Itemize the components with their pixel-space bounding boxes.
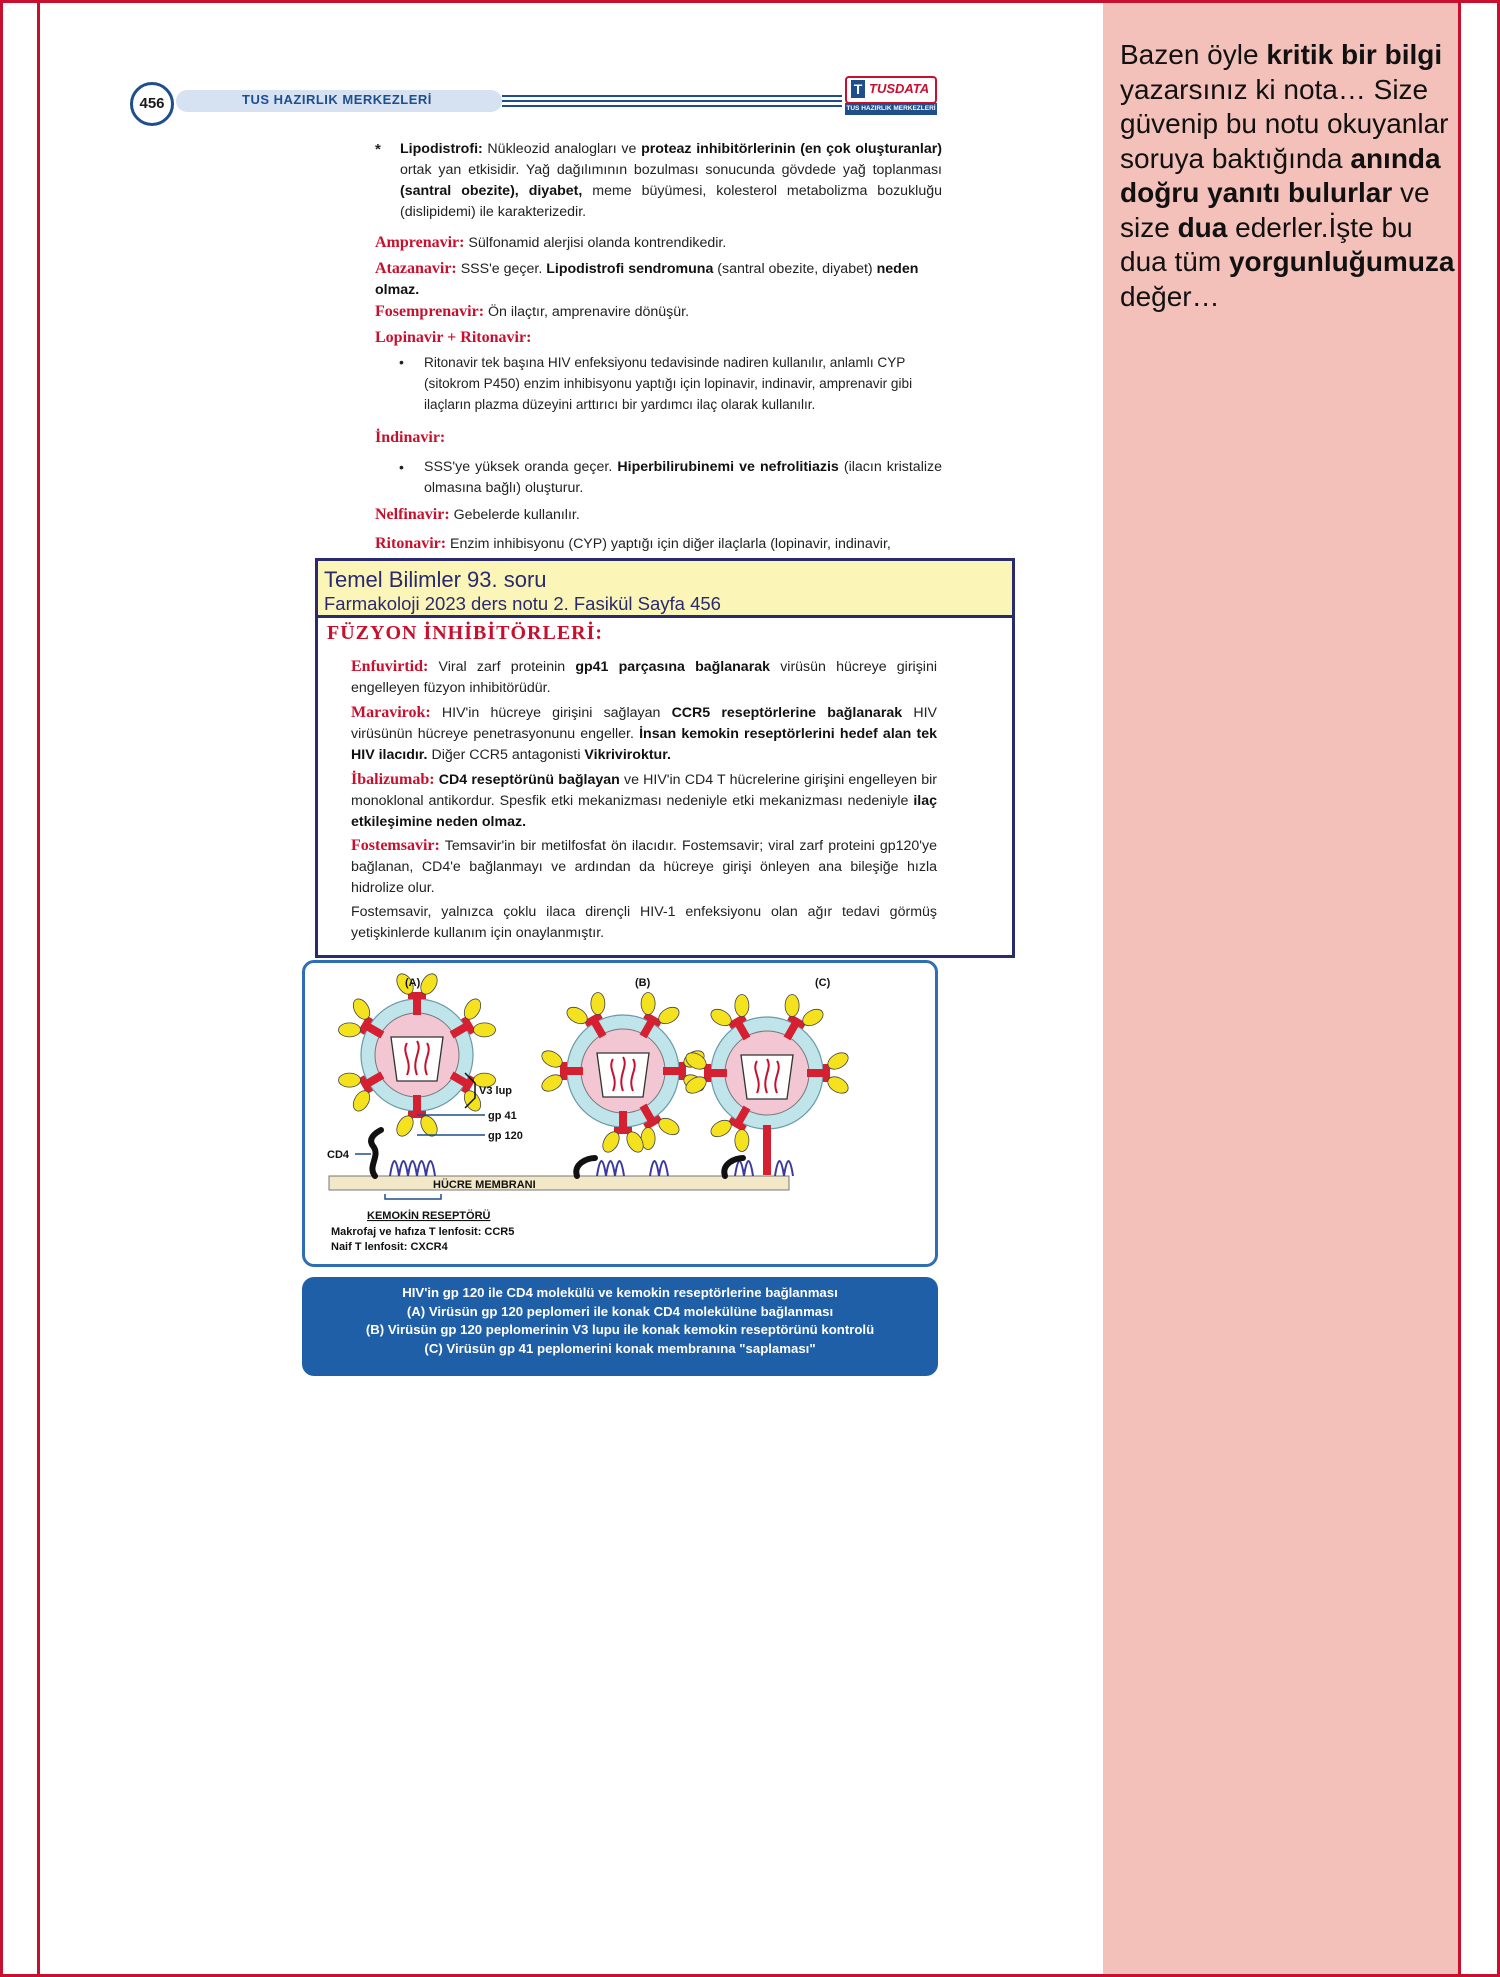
lopinavir-bullet: Ritonavir tek başına HIV enfeksiyonu tedavisinde nadiren kullanılır, anlamlı CYP (sitokrom P450) enzim inhibisyonu yaptığı için lopinavir, indinavir, amprenavir gibi ilaçların plazma düzeyini arttırıcı bir yardımcı ilaç olarak kullanılır. bbox=[424, 355, 913, 412]
text-run: HIV'in hücreye girişini sağlayan bbox=[430, 705, 672, 721]
cd4-molecule bbox=[724, 1158, 743, 1176]
drug-term: İndinavir: bbox=[375, 429, 446, 446]
receptor-title: KEMOKİN RESEPTÖRÜ bbox=[367, 1210, 491, 1222]
gp120-label: gp 120 bbox=[488, 1130, 523, 1142]
text-bold: Vikriviroktur. bbox=[584, 747, 671, 763]
text-run: SSS'e geçer. bbox=[456, 261, 547, 277]
caption-line: HIV'in gp 120 ile CD4 molekülü ve kemokin reseptörlerine bağlanması bbox=[402, 1285, 838, 1300]
text-bold: İnsan kemokin reseptörlerini hedef alan tek HIV ilacıdır. bbox=[351, 726, 937, 763]
text-run: (santral obezite, diyabet) bbox=[713, 261, 877, 277]
chemokine-receptor bbox=[597, 1161, 624, 1176]
hiv-fusion-illustration bbox=[305, 963, 935, 1264]
text-run: Enzim inhibisyonu (CYP) yaptığı için diğer ilaçlarla (lopinavir, indinavir, bbox=[446, 536, 891, 552]
lipodistrofi-term: Lipodistrofi: bbox=[400, 141, 483, 157]
enfuvirtid-entry bbox=[351, 656, 937, 699]
gp41-label: gp 41 bbox=[488, 1110, 517, 1122]
reference-source: Farmakoloji 2023 ders notu 2. Fasikül Sayfa 456 bbox=[324, 593, 721, 614]
panel-label-c: (C) bbox=[815, 977, 831, 989]
drug-term: Enfuvirtid: bbox=[351, 658, 429, 675]
note-part-bold: kritik bir bilgi bbox=[1266, 39, 1443, 70]
text-run: ve HIV'in CD4 T hücrelerine girişini engelleyen bir monoklonal antikordur. Spesfik etki mekanizması nedeniyle etki mekanizması nedeniyle bbox=[351, 772, 938, 809]
drug-term: Ritonavir: bbox=[375, 535, 447, 552]
chemokine-receptor bbox=[390, 1161, 435, 1176]
text-bold: (santral obezite), diyabet, bbox=[400, 183, 583, 199]
text-run: virüsün hücreye girişini engelleyen füzyon inhibitörüdür. bbox=[351, 659, 937, 696]
drug-term: Nelfinavir: bbox=[375, 506, 450, 523]
text-run: Ön ilaçtır, amprenavire dönüşür. bbox=[484, 304, 690, 320]
text-run: Temsavir'in bir metilfosfat ön ilacıdır. Fostemsavir; viral zarf proteini gp120'ye bağlanan, CD4'e bağlanmayı ve ardından da hücreye girişi önleyen ana bileşiğe hızla hidrolize olur. bbox=[351, 838, 937, 896]
header-title: TUS HAZIRLIK MERKEZLERİ bbox=[242, 92, 432, 107]
text-run: Diğer CCR5 antagonisti bbox=[427, 747, 585, 763]
logo-frame bbox=[845, 76, 937, 104]
note-part: Bazen öyle bbox=[1120, 39, 1267, 70]
drug-term: Lopinavir + Ritonavir: bbox=[375, 329, 532, 346]
receptor-ccr5: Makrofaj ve hafıza T lenfosit: CCR5 bbox=[331, 1226, 515, 1238]
nelfinavir-entry bbox=[375, 504, 945, 526]
drug-term: Atazanavir: bbox=[375, 260, 457, 277]
indinavir-heading bbox=[375, 427, 445, 449]
reference-box bbox=[315, 558, 1015, 618]
tusdata-logo bbox=[845, 76, 935, 118]
hiv-fusion-figure bbox=[302, 960, 938, 1267]
text-bold: proteaz inhibitörlerinin (en çok oluşturanlar) bbox=[641, 141, 942, 157]
virion-a bbox=[332, 971, 501, 1139]
chemokine-receptor bbox=[775, 1161, 793, 1176]
caption-line: (C) Virüsün gp 41 peplomerini konak membranına "saplaması" bbox=[424, 1340, 816, 1356]
fostemsavir-note: Fostemsavir, yalnızca çoklu ilaca dirençli HIV-1 enfeksiyonu olan ağır tedavi görmüş yetişkinlerde kullanım için onaylanmıştır. bbox=[351, 904, 937, 941]
lipodistrofi-paragraph bbox=[400, 139, 942, 223]
figure-caption bbox=[302, 1277, 938, 1376]
drug-term: Maravirok: bbox=[351, 704, 431, 721]
bullet-star: * bbox=[375, 141, 381, 158]
text-bold: Lipodistrofi sendromuna bbox=[546, 261, 714, 277]
text-bold: neden olmaz. bbox=[375, 261, 919, 298]
text-bold: Hiperbilirubinemi ve nefrolitiazis bbox=[617, 459, 839, 475]
bullet-dot: • bbox=[399, 354, 404, 370]
cd4-molecule bbox=[576, 1158, 595, 1176]
ritonavir-entry bbox=[375, 533, 955, 555]
maravirok-entry bbox=[351, 702, 937, 766]
note-part: yazarsınız ki nota… Size güvenip bu notu okuyanlar soruya baktığında bbox=[1120, 73, 1449, 174]
fusion-title: FÜZYON İNHİBİTÖRLERİ: bbox=[327, 622, 604, 644]
fostemsavir-entry bbox=[351, 835, 937, 899]
fosemprenavir-entry bbox=[375, 301, 945, 323]
page-number: 456 bbox=[130, 82, 174, 126]
caption-line: (A) Virüsün gp 120 peplomeri ile konak CD4 molekülüne bağlanması bbox=[406, 1303, 834, 1319]
text-run: ortak yan etkisidir. Yağ dağılımının bozulması sonucunda gövdede yağ toplanması bbox=[400, 162, 942, 178]
note-part-bold: yorgunluğumuza bbox=[1228, 246, 1455, 277]
panel-label-b: (B) bbox=[635, 977, 651, 989]
text-bold: ilaç etkileşimine neden olmaz. bbox=[351, 793, 937, 830]
text-run: SSS'ye yüksek oranda geçer. bbox=[424, 459, 618, 475]
text-run: Sülfonamid alerjisi olanda kontrendikedir. bbox=[464, 235, 727, 251]
header-rule bbox=[502, 100, 842, 102]
text-run: (ilacın kristalize olmasına bağlı) oluşturur. bbox=[424, 459, 942, 496]
text-bold: gp41 parçasına bağlanarak bbox=[575, 659, 770, 675]
text-run: HIV virüsünün hücreye penetrasyonunu engeller. bbox=[351, 705, 937, 742]
text-run: Nükleozid analogları ve bbox=[482, 141, 642, 157]
note-part: ederler.İşte bu dua tüm bbox=[1120, 211, 1413, 277]
ibalizumab-entry bbox=[351, 769, 937, 833]
virion-b bbox=[539, 986, 707, 1155]
caption-line: (B) Virüsün gp 120 peplomerinin V3 lupu ile konak kemokin reseptörünü kontrolü bbox=[365, 1322, 875, 1337]
cd4-label: CD4 bbox=[327, 1149, 350, 1161]
drug-term: Fostemsavir: bbox=[351, 837, 440, 854]
chemokine-receptor bbox=[735, 1161, 753, 1176]
text-run: Gebelerde kullanılır. bbox=[449, 507, 580, 523]
logo-letter: T bbox=[851, 80, 865, 98]
note-part-bold: dua bbox=[1177, 211, 1228, 243]
receptor-cxcr4: Naif T lenfosit: CXCR4 bbox=[331, 1241, 448, 1253]
receptor-bracket bbox=[385, 1194, 441, 1199]
side-note bbox=[1120, 38, 1455, 314]
cell-membrane bbox=[329, 1176, 789, 1190]
header-rule bbox=[502, 95, 842, 97]
v3-label: V3 lup bbox=[479, 1085, 513, 1097]
text-bold: CD4 reseptörünü bağlayan bbox=[434, 772, 620, 788]
chemokine-receptor bbox=[650, 1161, 668, 1176]
text-run: Viral zarf proteinin bbox=[428, 659, 576, 675]
note-part-bold: anında doğru yanıtı bulurlar bbox=[1120, 142, 1441, 208]
indinavir-bullet bbox=[424, 457, 942, 499]
panel-label-a: (A) bbox=[405, 977, 421, 989]
amprenavir-entry bbox=[375, 232, 945, 254]
lopinavir-heading bbox=[375, 327, 531, 349]
note-part: değer… bbox=[1120, 280, 1220, 312]
reference-question: Temel Bilimler 93. soru bbox=[324, 567, 547, 592]
drug-term: İbalizumab: bbox=[351, 771, 435, 788]
cd4-molecule bbox=[371, 1130, 381, 1176]
text-run: meme büyümesi, kolesterol metabolizma bozukluğu (dislipidemi) ile karakterizedir. bbox=[400, 183, 942, 220]
text-bold: CCR5 reseptörlerine bağlanarak bbox=[671, 705, 903, 721]
drug-term: Amprenavir: bbox=[375, 234, 465, 251]
header-rule bbox=[502, 105, 842, 107]
bullet-dot: • bbox=[399, 459, 404, 475]
membrane-label: HÜCRE MEMBRANI bbox=[433, 1179, 536, 1191]
logo-text: TUSDATA bbox=[869, 81, 930, 96]
note-part: ve size bbox=[1120, 177, 1430, 243]
virion-c bbox=[683, 988, 851, 1175]
drug-term: Fosemprenavir: bbox=[375, 303, 485, 320]
logo-subtext: TUS HAZIRLIK MERKEZLERİ bbox=[845, 103, 937, 115]
atazanavir-entry bbox=[375, 258, 945, 301]
